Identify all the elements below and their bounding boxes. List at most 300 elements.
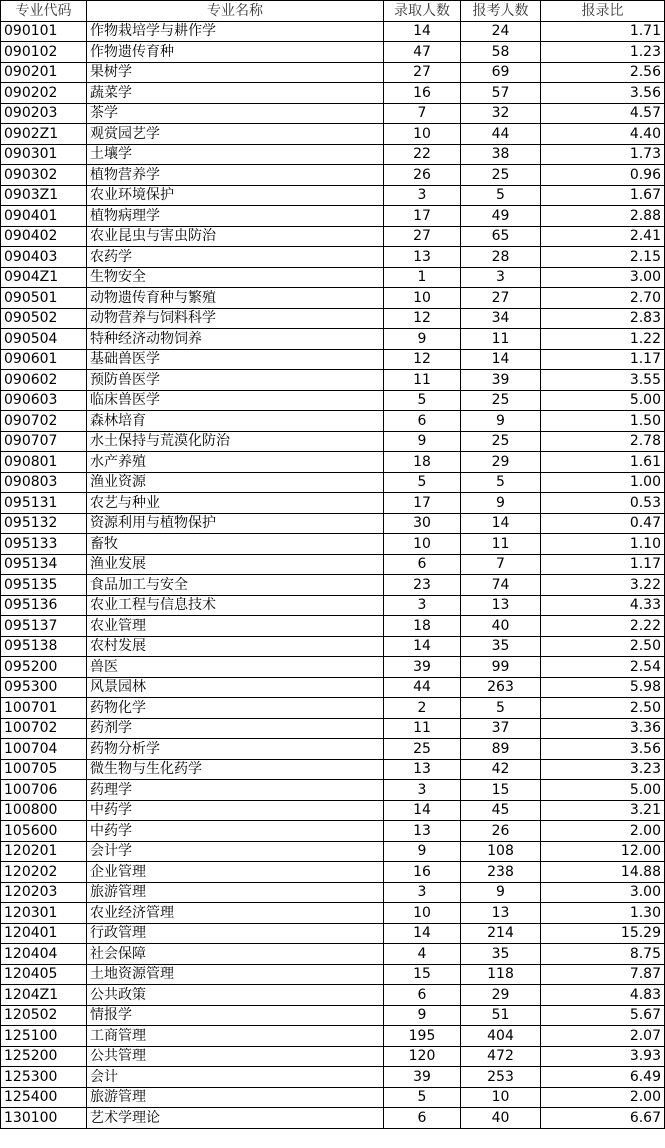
major-code-cell: 130100 xyxy=(1,1108,87,1129)
major-name-cell: 动物营养与饲料科学 xyxy=(87,308,384,329)
major-code-cell: 095135 xyxy=(1,575,87,596)
admitted-count-cell: 3 xyxy=(384,595,461,616)
ratio-cell: 3.22 xyxy=(541,575,665,596)
admitted-count-cell: 11 xyxy=(384,370,461,391)
table-row xyxy=(1,185,665,206)
admitted-count-cell: 17 xyxy=(384,206,461,227)
table-row xyxy=(1,1108,665,1129)
applicant-count-cell: 404 xyxy=(461,1026,541,1047)
major-code-cell: 100702 xyxy=(1,718,87,739)
ratio-cell: 3.56 xyxy=(541,739,665,760)
major-name-cell: 工商管理 xyxy=(87,1026,384,1047)
admitted-count-cell: 18 xyxy=(384,616,461,637)
ratio-cell: 1.71 xyxy=(541,21,665,42)
ratio-cell: 1.50 xyxy=(541,411,665,432)
major-name-cell: 企业管理 xyxy=(87,862,384,883)
admitted-count-cell: 14 xyxy=(384,800,461,821)
table-row xyxy=(1,657,665,678)
table-row xyxy=(1,103,665,124)
applicant-count-cell: 69 xyxy=(461,62,541,83)
ratio-cell: 6.67 xyxy=(541,1108,665,1129)
ratio-cell: 0.96 xyxy=(541,165,665,186)
major-code-cell: 090601 xyxy=(1,349,87,370)
major-name-cell: 公共管理 xyxy=(87,1046,384,1067)
table-row xyxy=(1,575,665,596)
major-code-cell: 120404 xyxy=(1,944,87,965)
admitted-count-cell: 30 xyxy=(384,513,461,534)
applicant-count-cell: 14 xyxy=(461,513,541,534)
ratio-cell: 3.21 xyxy=(541,800,665,821)
major-code-cell: 105600 xyxy=(1,821,87,842)
ratio-cell: 3.36 xyxy=(541,718,665,739)
major-code-cell: 090801 xyxy=(1,452,87,473)
major-code-cell: 090201 xyxy=(1,62,87,83)
major-name-cell: 兽医 xyxy=(87,657,384,678)
applicant-count-cell: 15 xyxy=(461,780,541,801)
table-row xyxy=(1,370,665,391)
table-row xyxy=(1,247,665,268)
table-row xyxy=(1,226,665,247)
major-name-cell: 土壤学 xyxy=(87,144,384,165)
ratio-cell: 1.22 xyxy=(541,329,665,350)
major-code-cell: 120401 xyxy=(1,923,87,944)
applicant-count-cell: 39 xyxy=(461,370,541,391)
ratio-cell: 4.40 xyxy=(541,124,665,145)
major-name-cell: 风景园林 xyxy=(87,677,384,698)
applicant-count-cell: 35 xyxy=(461,636,541,657)
table-row xyxy=(1,62,665,83)
major-name-cell: 中药学 xyxy=(87,821,384,842)
ratio-cell: 1.00 xyxy=(541,472,665,493)
major-code-cell: 125400 xyxy=(1,1087,87,1108)
ratio-cell: 0.53 xyxy=(541,493,665,514)
major-name-cell: 蔬菜学 xyxy=(87,83,384,104)
admitted-count-cell: 22 xyxy=(384,144,461,165)
admitted-count-cell: 7 xyxy=(384,103,461,124)
applicant-count-cell: 40 xyxy=(461,616,541,637)
table-row xyxy=(1,1046,665,1067)
major-name-cell: 药物分析学 xyxy=(87,739,384,760)
major-code-cell: 095300 xyxy=(1,677,87,698)
admitted-count-cell: 27 xyxy=(384,62,461,83)
table-row xyxy=(1,21,665,42)
ratio-cell: 2.50 xyxy=(541,636,665,657)
ratio-cell: 2.15 xyxy=(541,247,665,268)
admitted-count-cell: 39 xyxy=(384,1067,461,1088)
major-name-cell: 农业管理 xyxy=(87,616,384,637)
major-code-cell: 125300 xyxy=(1,1067,87,1088)
table-row xyxy=(1,308,665,329)
ratio-cell: 2.22 xyxy=(541,616,665,637)
table-row xyxy=(1,267,665,288)
admitted-count-cell: 6 xyxy=(384,554,461,575)
major-name-cell: 植物营养学 xyxy=(87,165,384,186)
applicant-count-cell: 5 xyxy=(461,472,541,493)
admitted-count-cell: 9 xyxy=(384,329,461,350)
ratio-cell: 4.83 xyxy=(541,985,665,1006)
table-row xyxy=(1,903,665,924)
table-row xyxy=(1,780,665,801)
table-row xyxy=(1,1087,665,1108)
table-row xyxy=(1,862,665,883)
applicant-count-cell: 5 xyxy=(461,185,541,206)
admitted-count-cell: 4 xyxy=(384,944,461,965)
applicant-count-cell: 65 xyxy=(461,226,541,247)
admitted-count-cell: 25 xyxy=(384,739,461,760)
admitted-count-cell: 9 xyxy=(384,431,461,452)
admitted-count-cell: 1 xyxy=(384,267,461,288)
major-code-cell: 090302 xyxy=(1,165,87,186)
applicant-count-cell: 7 xyxy=(461,554,541,575)
table-row xyxy=(1,759,665,780)
major-code-cell: 090203 xyxy=(1,103,87,124)
table-row xyxy=(1,513,665,534)
major-name-cell: 农艺与种业 xyxy=(87,493,384,514)
ratio-cell: 3.55 xyxy=(541,370,665,391)
major-name-cell: 渔业发展 xyxy=(87,554,384,575)
major-name-cell: 旅游管理 xyxy=(87,1087,384,1108)
ratio-cell: 2.56 xyxy=(541,62,665,83)
major-code-cell: 090707 xyxy=(1,431,87,452)
major-code-cell: 095137 xyxy=(1,616,87,637)
major-code-cell: 095136 xyxy=(1,595,87,616)
major-code-cell: 090101 xyxy=(1,21,87,42)
major-name-cell: 生物安全 xyxy=(87,267,384,288)
major-name-cell: 农业经济管理 xyxy=(87,903,384,924)
major-code-cell: 090401 xyxy=(1,206,87,227)
admitted-count-cell: 6 xyxy=(384,985,461,1006)
ratio-cell: 2.70 xyxy=(541,288,665,309)
major-code-cell: 100704 xyxy=(1,739,87,760)
applicant-count-cell: 27 xyxy=(461,288,541,309)
major-name-cell: 艺术学理论 xyxy=(87,1108,384,1129)
applicant-count-cell: 37 xyxy=(461,718,541,739)
table-row xyxy=(1,1026,665,1047)
table-row xyxy=(1,452,665,473)
table-row xyxy=(1,616,665,637)
applicant-count-cell: 40 xyxy=(461,1108,541,1129)
admitted-count-cell: 6 xyxy=(384,411,461,432)
admitted-count-cell: 195 xyxy=(384,1026,461,1047)
major-name-cell: 动物遗传育种与繁殖 xyxy=(87,288,384,309)
major-name-cell: 特种经济动物饲养 xyxy=(87,329,384,350)
major-code-cell: 120202 xyxy=(1,862,87,883)
major-name-cell: 森林培育 xyxy=(87,411,384,432)
admitted-count-cell: 120 xyxy=(384,1046,461,1067)
admitted-count-cell: 10 xyxy=(384,124,461,145)
admitted-count-cell: 2 xyxy=(384,698,461,719)
major-code-cell: 125100 xyxy=(1,1026,87,1047)
major-code-cell: 100800 xyxy=(1,800,87,821)
ratio-cell: 2.41 xyxy=(541,226,665,247)
table-row xyxy=(1,390,665,411)
admitted-count-cell: 13 xyxy=(384,759,461,780)
applicant-count-cell: 214 xyxy=(461,923,541,944)
ratio-cell: 1.67 xyxy=(541,185,665,206)
applicant-count-cell: 29 xyxy=(461,452,541,473)
header-ratio: 报录比 xyxy=(541,1,665,22)
applicant-count-cell: 45 xyxy=(461,800,541,821)
major-code-cell: 095138 xyxy=(1,636,87,657)
header-applicant-count: 报考人数 xyxy=(461,1,541,22)
major-name-cell: 基础兽医学 xyxy=(87,349,384,370)
ratio-cell: 3.56 xyxy=(541,83,665,104)
major-name-cell: 会计 xyxy=(87,1067,384,1088)
major-code-cell: 0902Z1 xyxy=(1,124,87,145)
ratio-cell: 12.00 xyxy=(541,841,665,862)
admitted-count-cell: 5 xyxy=(384,1087,461,1108)
table-row xyxy=(1,329,665,350)
applicant-count-cell: 13 xyxy=(461,903,541,924)
admitted-count-cell: 26 xyxy=(384,165,461,186)
admitted-count-cell: 5 xyxy=(384,472,461,493)
admitted-count-cell: 27 xyxy=(384,226,461,247)
major-name-cell: 中药学 xyxy=(87,800,384,821)
ratio-cell: 2.00 xyxy=(541,821,665,842)
applicant-count-cell: 38 xyxy=(461,144,541,165)
ratio-cell: 7.87 xyxy=(541,964,665,985)
applicant-count-cell: 26 xyxy=(461,821,541,842)
major-name-cell: 药物化学 xyxy=(87,698,384,719)
major-code-cell: 120502 xyxy=(1,1005,87,1026)
ratio-cell: 3.00 xyxy=(541,267,665,288)
table-row xyxy=(1,42,665,63)
major-code-cell: 090504 xyxy=(1,329,87,350)
table-row xyxy=(1,349,665,370)
admitted-count-cell: 3 xyxy=(384,780,461,801)
table-row xyxy=(1,944,665,965)
major-name-cell: 农业工程与信息技术 xyxy=(87,595,384,616)
major-name-cell: 植物病理学 xyxy=(87,206,384,227)
major-name-cell: 公共政策 xyxy=(87,985,384,1006)
ratio-cell: 2.88 xyxy=(541,206,665,227)
admitted-count-cell: 9 xyxy=(384,841,461,862)
applicant-count-cell: 29 xyxy=(461,985,541,1006)
ratio-cell: 1.73 xyxy=(541,144,665,165)
table-row xyxy=(1,493,665,514)
major-code-cell: 090803 xyxy=(1,472,87,493)
major-name-cell: 农业环境保护 xyxy=(87,185,384,206)
ratio-cell: 5.67 xyxy=(541,1005,665,1026)
admitted-count-cell: 3 xyxy=(384,185,461,206)
table-row xyxy=(1,534,665,555)
applicant-count-cell: 9 xyxy=(461,882,541,903)
admitted-count-cell: 9 xyxy=(384,1005,461,1026)
admitted-count-cell: 10 xyxy=(384,288,461,309)
major-code-cell: 095134 xyxy=(1,554,87,575)
applicant-count-cell: 89 xyxy=(461,739,541,760)
major-name-cell: 水土保持与荒漠化防治 xyxy=(87,431,384,452)
admitted-count-cell: 39 xyxy=(384,657,461,678)
major-code-cell: 090702 xyxy=(1,411,87,432)
applicant-count-cell: 34 xyxy=(461,308,541,329)
ratio-cell: 4.57 xyxy=(541,103,665,124)
table-row xyxy=(1,882,665,903)
admitted-count-cell: 47 xyxy=(384,42,461,63)
table-row xyxy=(1,698,665,719)
major-code-cell: 100705 xyxy=(1,759,87,780)
major-code-cell: 090602 xyxy=(1,370,87,391)
applicant-count-cell: 28 xyxy=(461,247,541,268)
ratio-cell: 5.98 xyxy=(541,677,665,698)
applicant-count-cell: 13 xyxy=(461,595,541,616)
applicant-count-cell: 42 xyxy=(461,759,541,780)
major-name-cell: 资源利用与植物保护 xyxy=(87,513,384,534)
table-row xyxy=(1,472,665,493)
header-major-code: 专业代码 xyxy=(1,1,87,22)
major-code-cell: 090402 xyxy=(1,226,87,247)
table-row xyxy=(1,83,665,104)
applicant-count-cell: 9 xyxy=(461,411,541,432)
major-name-cell: 社会保障 xyxy=(87,944,384,965)
major-name-cell: 果树学 xyxy=(87,62,384,83)
major-name-cell: 农业昆虫与害虫防治 xyxy=(87,226,384,247)
major-code-cell: 120301 xyxy=(1,903,87,924)
ratio-cell: 5.00 xyxy=(541,390,665,411)
admitted-count-cell: 10 xyxy=(384,903,461,924)
admitted-count-cell: 23 xyxy=(384,575,461,596)
table-row xyxy=(1,595,665,616)
ratio-cell: 15.29 xyxy=(541,923,665,944)
admitted-count-cell: 11 xyxy=(384,718,461,739)
admitted-count-cell: 14 xyxy=(384,923,461,944)
major-name-cell: 行政管理 xyxy=(87,923,384,944)
admitted-count-cell: 5 xyxy=(384,390,461,411)
table-body xyxy=(1,21,665,1128)
major-code-cell: 090403 xyxy=(1,247,87,268)
major-code-cell: 0904Z1 xyxy=(1,267,87,288)
table-row xyxy=(1,739,665,760)
header-row xyxy=(1,1,665,22)
admitted-count-cell: 14 xyxy=(384,21,461,42)
header-admitted-count: 录取人数 xyxy=(384,1,461,22)
major-name-cell: 茶学 xyxy=(87,103,384,124)
ratio-cell: 2.00 xyxy=(541,1087,665,1108)
table-row xyxy=(1,821,665,842)
major-code-cell: 090301 xyxy=(1,144,87,165)
ratio-cell: 8.75 xyxy=(541,944,665,965)
table-row xyxy=(1,800,665,821)
applicant-count-cell: 24 xyxy=(461,21,541,42)
table-row xyxy=(1,718,665,739)
major-code-cell: 090102 xyxy=(1,42,87,63)
applicant-count-cell: 108 xyxy=(461,841,541,862)
applicant-count-cell: 35 xyxy=(461,944,541,965)
table-row xyxy=(1,124,665,145)
table-row xyxy=(1,206,665,227)
table-row xyxy=(1,288,665,309)
major-code-cell: 090603 xyxy=(1,390,87,411)
table-row xyxy=(1,677,665,698)
table-row xyxy=(1,554,665,575)
major-code-cell: 100706 xyxy=(1,780,87,801)
ratio-cell: 1.61 xyxy=(541,452,665,473)
major-name-cell: 食品加工与安全 xyxy=(87,575,384,596)
applicant-count-cell: 10 xyxy=(461,1087,541,1108)
ratio-cell: 2.78 xyxy=(541,431,665,452)
major-name-cell: 畜牧 xyxy=(87,534,384,555)
major-code-cell: 1204Z1 xyxy=(1,985,87,1006)
major-code-cell: 120201 xyxy=(1,841,87,862)
applicant-count-cell: 49 xyxy=(461,206,541,227)
ratio-cell: 14.88 xyxy=(541,862,665,883)
ratio-cell: 3.93 xyxy=(541,1046,665,1067)
major-code-cell: 120203 xyxy=(1,882,87,903)
major-code-cell: 120405 xyxy=(1,964,87,985)
ratio-cell: 0.47 xyxy=(541,513,665,534)
major-code-cell: 095133 xyxy=(1,534,87,555)
admitted-count-cell: 18 xyxy=(384,452,461,473)
major-code-cell: 095131 xyxy=(1,493,87,514)
admitted-count-cell: 13 xyxy=(384,247,461,268)
admitted-count-cell: 15 xyxy=(384,964,461,985)
major-name-cell: 作物遗传育种 xyxy=(87,42,384,63)
ratio-cell: 1.10 xyxy=(541,534,665,555)
applicant-count-cell: 25 xyxy=(461,165,541,186)
applicant-count-cell: 472 xyxy=(461,1046,541,1067)
applicant-count-cell: 74 xyxy=(461,575,541,596)
applicant-count-cell: 5 xyxy=(461,698,541,719)
major-name-cell: 预防兽医学 xyxy=(87,370,384,391)
admitted-count-cell: 10 xyxy=(384,534,461,555)
major-name-cell: 情报学 xyxy=(87,1005,384,1026)
applicant-count-cell: 58 xyxy=(461,42,541,63)
admitted-count-cell: 16 xyxy=(384,862,461,883)
ratio-cell: 2.50 xyxy=(541,698,665,719)
applicant-count-cell: 11 xyxy=(461,534,541,555)
applicant-count-cell: 57 xyxy=(461,83,541,104)
applicant-count-cell: 25 xyxy=(461,390,541,411)
applicant-count-cell: 25 xyxy=(461,431,541,452)
admitted-count-cell: 12 xyxy=(384,308,461,329)
table-row xyxy=(1,985,665,1006)
ratio-cell: 1.30 xyxy=(541,903,665,924)
major-code-cell: 090502 xyxy=(1,308,87,329)
major-code-cell: 090501 xyxy=(1,288,87,309)
major-name-cell: 药理学 xyxy=(87,780,384,801)
ratio-cell: 6.49 xyxy=(541,1067,665,1088)
applicant-count-cell: 11 xyxy=(461,329,541,350)
table-row xyxy=(1,841,665,862)
applicant-count-cell: 253 xyxy=(461,1067,541,1088)
header-major-name: 专业名称 xyxy=(87,1,384,22)
table-row xyxy=(1,964,665,985)
applicant-count-cell: 32 xyxy=(461,103,541,124)
ratio-cell: 5.00 xyxy=(541,780,665,801)
ratio-cell: 2.07 xyxy=(541,1026,665,1047)
major-name-cell: 作物栽培学与耕作学 xyxy=(87,21,384,42)
major-code-cell: 125200 xyxy=(1,1046,87,1067)
ratio-cell: 1.17 xyxy=(541,554,665,575)
applicant-count-cell: 9 xyxy=(461,493,541,514)
applicant-count-cell: 263 xyxy=(461,677,541,698)
major-code-cell: 095200 xyxy=(1,657,87,678)
ratio-cell: 1.17 xyxy=(541,349,665,370)
major-name-cell: 土地资源管理 xyxy=(87,964,384,985)
admitted-count-cell: 17 xyxy=(384,493,461,514)
major-name-cell: 水产养殖 xyxy=(87,452,384,473)
ratio-cell: 3.23 xyxy=(541,759,665,780)
major-name-cell: 微生物与生化药学 xyxy=(87,759,384,780)
admitted-count-cell: 3 xyxy=(384,882,461,903)
applicant-count-cell: 99 xyxy=(461,657,541,678)
table-row xyxy=(1,165,665,186)
ratio-cell: 2.83 xyxy=(541,308,665,329)
admitted-count-cell: 6 xyxy=(384,1108,461,1129)
ratio-cell: 3.00 xyxy=(541,882,665,903)
major-code-cell: 100701 xyxy=(1,698,87,719)
applicant-count-cell: 3 xyxy=(461,267,541,288)
